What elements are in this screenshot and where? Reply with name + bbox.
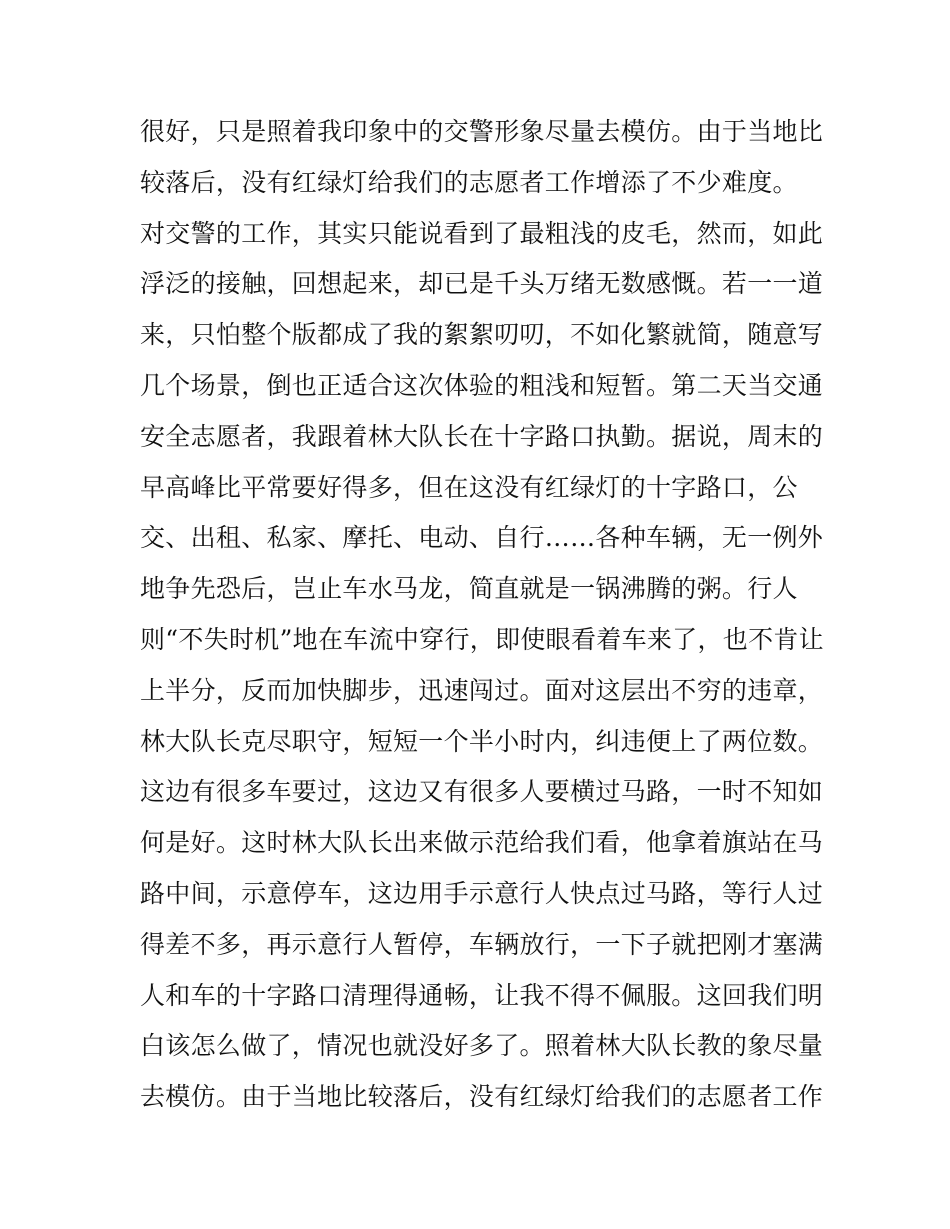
text-line: 得差不多，再示意行人暂停，车辆放行，一下子就把刚才塞满	[140, 929, 824, 959]
text-line: 交、出租、私家、摩托、电动、自行……各种车辆，无一例外	[140, 523, 824, 553]
text-line: 地争先恐后，岂止车水马龙，简直就是一锅沸腾的粥。行人	[140, 574, 798, 604]
text-line: 何是好。这时林大队长出来做示范给我们看，他拿着旗站在马	[140, 828, 824, 858]
text-line: 林大队长克尽职守，短短一个半小时内，纠违便上了两位数。	[140, 726, 824, 756]
text-line: 浮泛的接触，回想起来，却已是千头万绪无数感慨。若一一道	[140, 269, 824, 299]
text-line: 几个场景，倒也正适合这次体验的粗浅和短暂。第二天当交通	[140, 370, 824, 400]
text-line: 这边有很多车要过，这边又有很多人要横过马路，一时不知如	[140, 777, 824, 807]
text-line: 则“不失时机”地在车流中穿行，即使眼看着车来了，也不肯让	[140, 624, 824, 654]
text-line: 来，只怕整个版都成了我的絮絮叨叨，不如化繁就简，随意写	[140, 320, 824, 350]
text-line: 较落后，没有红绿灯给我们的志愿者工作增添了不少难度。	[140, 167, 798, 197]
text-line: 路中间，示意停车，这边用手示意行人快点过马路，等行人过	[140, 878, 824, 908]
body-text	[140, 107, 824, 1123]
text-line: 很好，只是照着我印象中的交警形象尽量去模仿。由于当地比	[140, 117, 824, 146]
text-line: 白该怎么做了，情况也就没好多了。照着林大队长教的象尽量	[140, 1031, 824, 1061]
text-line: 去模仿。由于当地比较落后，没有红绿灯给我们的志愿者工作	[140, 1082, 824, 1112]
text-line: 人和车的十字路口清理得通畅，让我不得不佩服。这回我们明	[140, 980, 824, 1010]
text-line: 早高峰比平常要好得多，但在这没有红绿灯的十字路口，公	[140, 472, 798, 502]
text-line: 上半分，反而加快脚步，迅速闯过。面对这层出不穷的违章，	[140, 675, 824, 705]
text-line: 安全志愿者，我跟着林大队长在十字路口执勤。据说，周末的	[140, 421, 824, 451]
text-line: 对交警的工作，其实只能说看到了最粗浅的皮毛，然而，如此	[140, 218, 824, 248]
